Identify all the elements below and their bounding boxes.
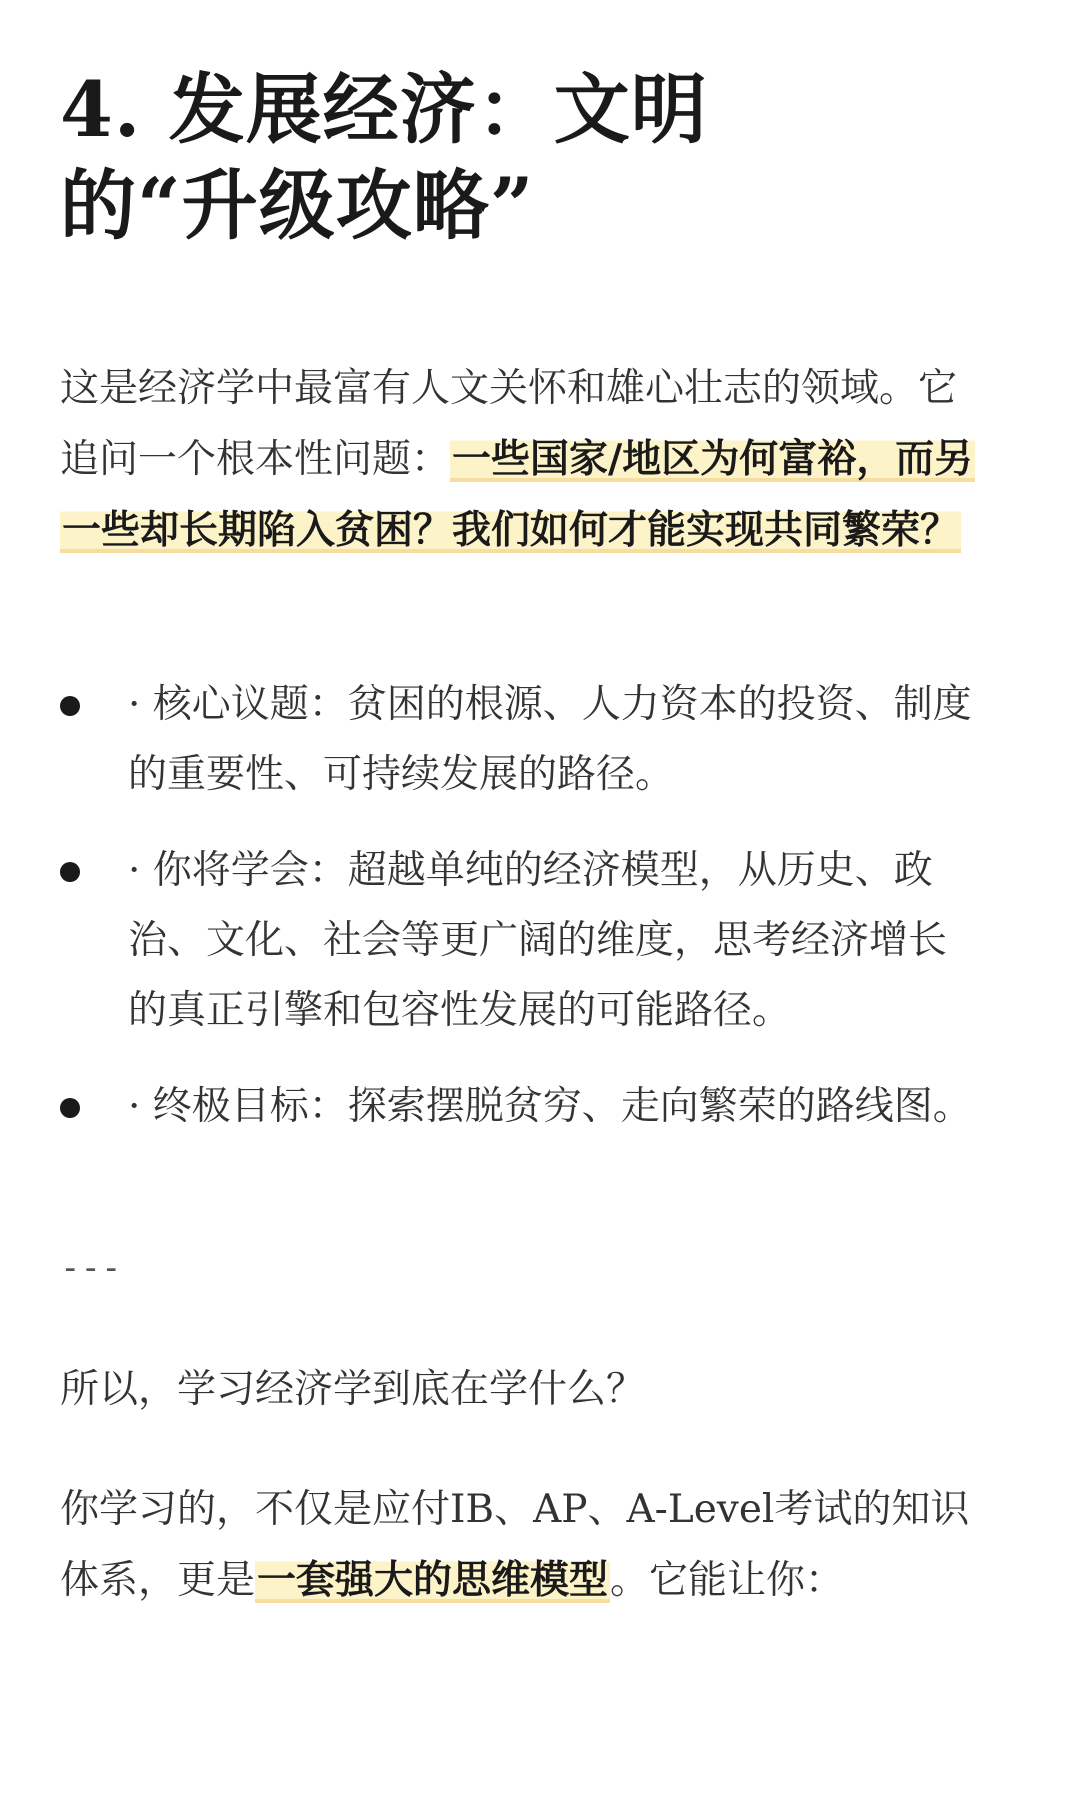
- intro-paragraph: [60, 354, 1020, 566]
- bullet-dot-icon: [60, 696, 80, 716]
- intro-line-1: 这是经济学中最富有人文关怀和雄心壮志的领域。它: [60, 366, 958, 411]
- question-paragraph: 所以，学习经济学到底在学什么？: [60, 1367, 646, 1412]
- outro-highlight: 一套强大的思维模型: [257, 1557, 609, 1603]
- outro-paragraph: [60, 1475, 1020, 1616]
- section-title: [60, 62, 780, 254]
- bullet-2-line-1: · 你将学会：超越单纯的经济模型，从历史、政: [128, 848, 933, 893]
- bullet-item-core-topics: [60, 670, 1020, 810]
- bullet-3-line-1: · 终极目标：探索摆脱贫穷、走向繁荣的路线图。: [128, 1084, 972, 1129]
- outro-line-1: 你学习的，不仅是应付IB、AP、A-Level考试的知识: [60, 1487, 970, 1532]
- intro-line-2-text: 追问一个根本性问题：: [60, 437, 451, 482]
- outro-line-2-before: 体系，更是: [60, 1558, 256, 1603]
- intro-highlight-2: 一些却长期陷入贫困？我们如何才能实现共同繁荣？: [62, 507, 960, 553]
- bullet-1-line-2: 的重要性、可持续发展的路径。: [128, 752, 675, 797]
- bullet-item-ultimate-goal: [60, 1072, 1020, 1142]
- intro-line-2: [60, 424, 1020, 495]
- outro-line-2: [60, 1545, 1020, 1616]
- outro-line-2-after: 。它能让你：: [610, 1558, 845, 1603]
- section-divider: ---: [60, 1248, 122, 1288]
- bullet-2-line-3: 的真正引擎和包容性发展的可能路径。: [128, 988, 792, 1033]
- bullet-item-you-will-learn: [60, 836, 1020, 1046]
- bullet-2-line-2: 治、文化、社会等更广阔的维度，思考经济增长: [128, 918, 948, 963]
- intro-line-3: [60, 495, 1020, 566]
- bullet-dot-icon: [60, 1098, 80, 1118]
- section-title-line-1: 4. 发展经济：文明: [60, 65, 708, 154]
- section-title-line-2: 的“升级攻略”: [60, 161, 535, 250]
- bullet-1-line-1: · 核心议题：贫困的根源、人力资本的投资、制度: [128, 682, 972, 727]
- intro-highlight-1: 一些国家/地区为何富裕，而另: [452, 436, 974, 482]
- bullet-list: [60, 670, 1020, 1168]
- bullet-dot-icon: [60, 862, 80, 882]
